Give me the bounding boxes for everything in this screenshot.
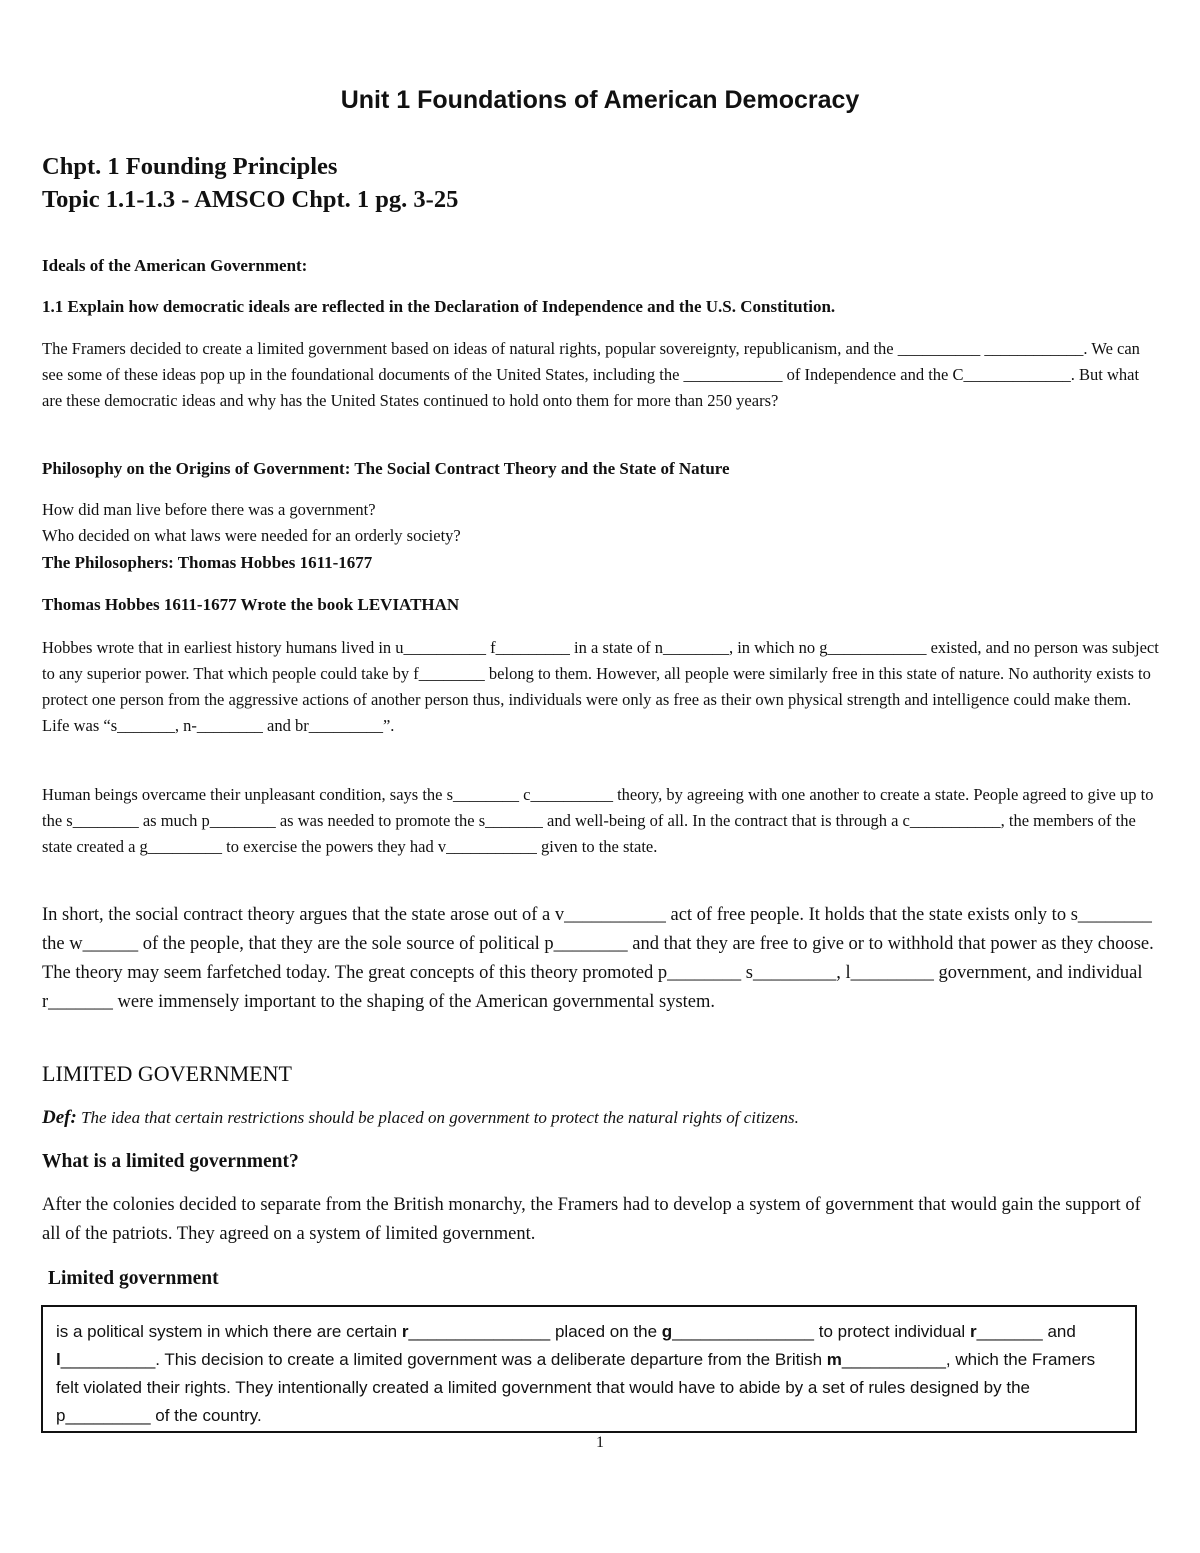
box-text-part: ___________, which the Framers felt violated their rights. They intentionally created a limited government that would have to abide by a set of rules designed by the p_________ of the country.	[56, 1350, 1096, 1425]
box-bold-letter: g	[661, 1322, 673, 1341]
hobbes-heading: Thomas Hobbes 1611-1677 Wrote the book LEVIATHAN	[42, 595, 460, 614]
chapter-heading	[42, 150, 458, 216]
intro-paragraph: The Framers decided to create a limited government based on ideas of natural rights, popular sovereignty, republicanism, and the __________ ____________. We can see some of these ideas pop up in the foundational documents of the United States, including the ____________ of Independence and the C_____________. But what are these democratic ideas and why has the United States continued to hold onto them for more than 250 years?	[42, 339, 1140, 410]
box-text-part: _______________ to protect individual	[672, 1322, 970, 1341]
hobbes-paragraph: Hobbes wrote that in earliest history humans lived in u__________ f_________ in a state of n________, in which no g____________ existed, and no person was subject to any superior power. That which people could take by f________ belong to them. However, all people were similarly free in this state of nature. No authority exists to protect one person from the aggressive actions of another person thus, individuals were only as free as their own physical strength and intelligence could make them. Life was “s_______, n-________ and br_________”.	[42, 638, 1159, 735]
box-bold-letter: l	[56, 1350, 61, 1369]
box-text-part: __________. This decision to create a limited government was a deliberate departure from the British	[60, 1350, 827, 1369]
limited-government-question: What is a limited government?	[42, 1151, 299, 1172]
box-text-part: _______________ placed on the	[408, 1322, 662, 1341]
limited-government-subheading: Limited government	[48, 1268, 219, 1289]
box-bold-letter: r	[401, 1322, 409, 1341]
learning-objective: 1.1 Explain how democratic ideals are reflected in the Declaration of Independence and the U.S. Constitution.	[42, 297, 836, 316]
definition-label: Def:	[42, 1107, 77, 1128]
box-text-part: is a political system in which there are certain	[56, 1322, 402, 1341]
topic-title: Topic 1.1-1.3 - AMSCO Chpt. 1 pg. 3-25	[42, 186, 459, 213]
box-bold-letter: r	[969, 1322, 977, 1341]
chapter-title: Chpt. 1 Founding Principles	[42, 153, 338, 180]
limited-government-paragraph: After the colonies decided to separate from the British monarchy, the Framers had to develop a system of government that would gain the support of all of the patriots. They agreed on a system of limited government.	[42, 1195, 1141, 1244]
philosophers-line: The Philosophers: Thomas Hobbes 1611-1677	[42, 553, 373, 572]
definition-box-text	[56, 1318, 1122, 1430]
box-bold-letter: m	[826, 1350, 842, 1369]
definition	[42, 1106, 1160, 1130]
philosophy-heading: Philosophy on the Origins of Government: The Social Contract Theory and the State of Nature	[42, 459, 730, 478]
document-title: Unit 1 Foundations of American Democracy	[340, 86, 860, 114]
page-number: 1	[596, 1434, 604, 1451]
summary-paragraph: In short, the social contract theory argues that the state arose out of a v___________ act of free people. It holds that the state exists only to s________ the w______ of the people, that they are the sole source of political p________ and that they are free to give or to withhold that power as they choose. The theory may seem farfetched today. The great concepts of this theory promoted p________ s_________, l_________ government, and individual r_______ were immensely important to the shaping of the American governmental system.	[42, 905, 1154, 1012]
question-two: Who decided on what laws were needed for an orderly society?	[42, 526, 461, 545]
section-heading: Ideals of the American Government:	[42, 256, 308, 275]
question-one: How did man live before there was a government?	[42, 500, 376, 519]
definition-text: The idea that certain restrictions should be placed on government to protect the natural rights of citizens.	[76, 1108, 799, 1127]
limited-government-heading: LIMITED GOVERNMENT	[42, 1061, 292, 1086]
social-contract-paragraph: Human beings overcame their unpleasant condition, says the s________ c__________ theory, by agreeing with one another to create a state. People agreed to give up to the s________ as much p________ as was needed to promote the s_______ and well-being of all. In the contract that is through a c___________, the members of the state created a g_________ to exercise the powers they had v___________ given to the state.	[42, 785, 1154, 856]
box-text-part: _______ and	[976, 1322, 1076, 1341]
